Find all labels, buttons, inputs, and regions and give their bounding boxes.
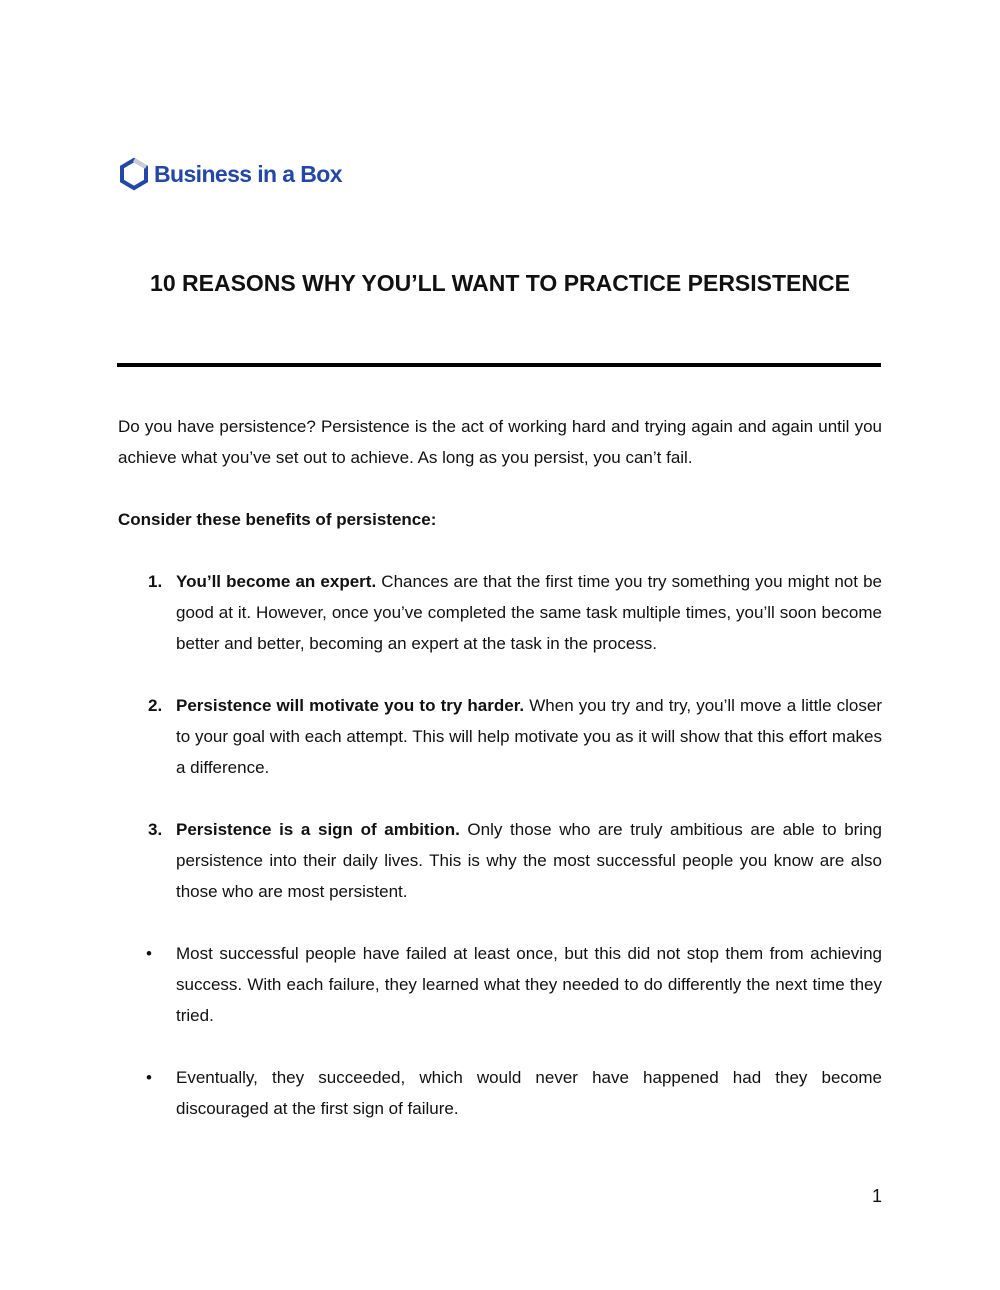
list-number: 3. bbox=[148, 820, 163, 839]
numbered-list-item bbox=[118, 814, 882, 907]
bullet-list-item bbox=[118, 938, 882, 1031]
logo bbox=[119, 157, 342, 191]
item-text: When you try and try, you’ll move a little closer to your goal with each attempt. This will help motivate you as it will show that this effort makes a difference. bbox=[176, 696, 882, 777]
item-heading: Persistence will motivate you to try harder. bbox=[176, 696, 525, 715]
bullet-icon: • bbox=[146, 1068, 152, 1087]
title-divider bbox=[117, 363, 881, 367]
document-title: 10 REASONS WHY YOU’LL WANT TO PRACTICE PERSISTENCE bbox=[150, 270, 850, 296]
item-text: Only those who are truly ambitious are able to bring persistence into their daily lives. This is why the most successful people you know are also those who are most persistent. bbox=[176, 820, 882, 901]
intro-paragraph: Do you have persistence? Persistence is the act of working hard and trying again and again until you achieve what you’ve set out to achieve. As long as you persist, you can’t fail. bbox=[118, 417, 882, 467]
list-number: 1. bbox=[148, 572, 163, 591]
numbered-list-item bbox=[118, 566, 882, 659]
hexagon-logo-icon bbox=[119, 157, 149, 191]
logo-text: Business in a Box bbox=[154, 160, 342, 187]
document-body bbox=[118, 411, 882, 1155]
bullet-icon: • bbox=[146, 944, 152, 963]
item-text: Chances are that the first time you try something you might not be good at it. However, once you’ve completed the same task multiple times, you’ll soon become better and better, becoming an expert at the task in the process. bbox=[176, 572, 882, 653]
numbered-list-item bbox=[118, 690, 882, 783]
item-heading: You’ll become an expert. bbox=[176, 572, 377, 591]
item-heading: Persistence is a sign of ambition. bbox=[176, 820, 460, 839]
list-number: 2. bbox=[148, 696, 163, 715]
item-text: Most successful people have failed at least once, but this did not stop them from achieving success. With each failure, they learned what they needed to do differently the next time they tried. bbox=[176, 944, 882, 1025]
section-heading: Consider these benefits of persistence: bbox=[118, 510, 437, 529]
page-number: 1 bbox=[871, 1186, 882, 1206]
bullet-list-item bbox=[118, 1062, 882, 1124]
item-text: Eventually, they succeeded, which would never have happened had they become discouraged at the first sign of failure. bbox=[176, 1068, 882, 1118]
